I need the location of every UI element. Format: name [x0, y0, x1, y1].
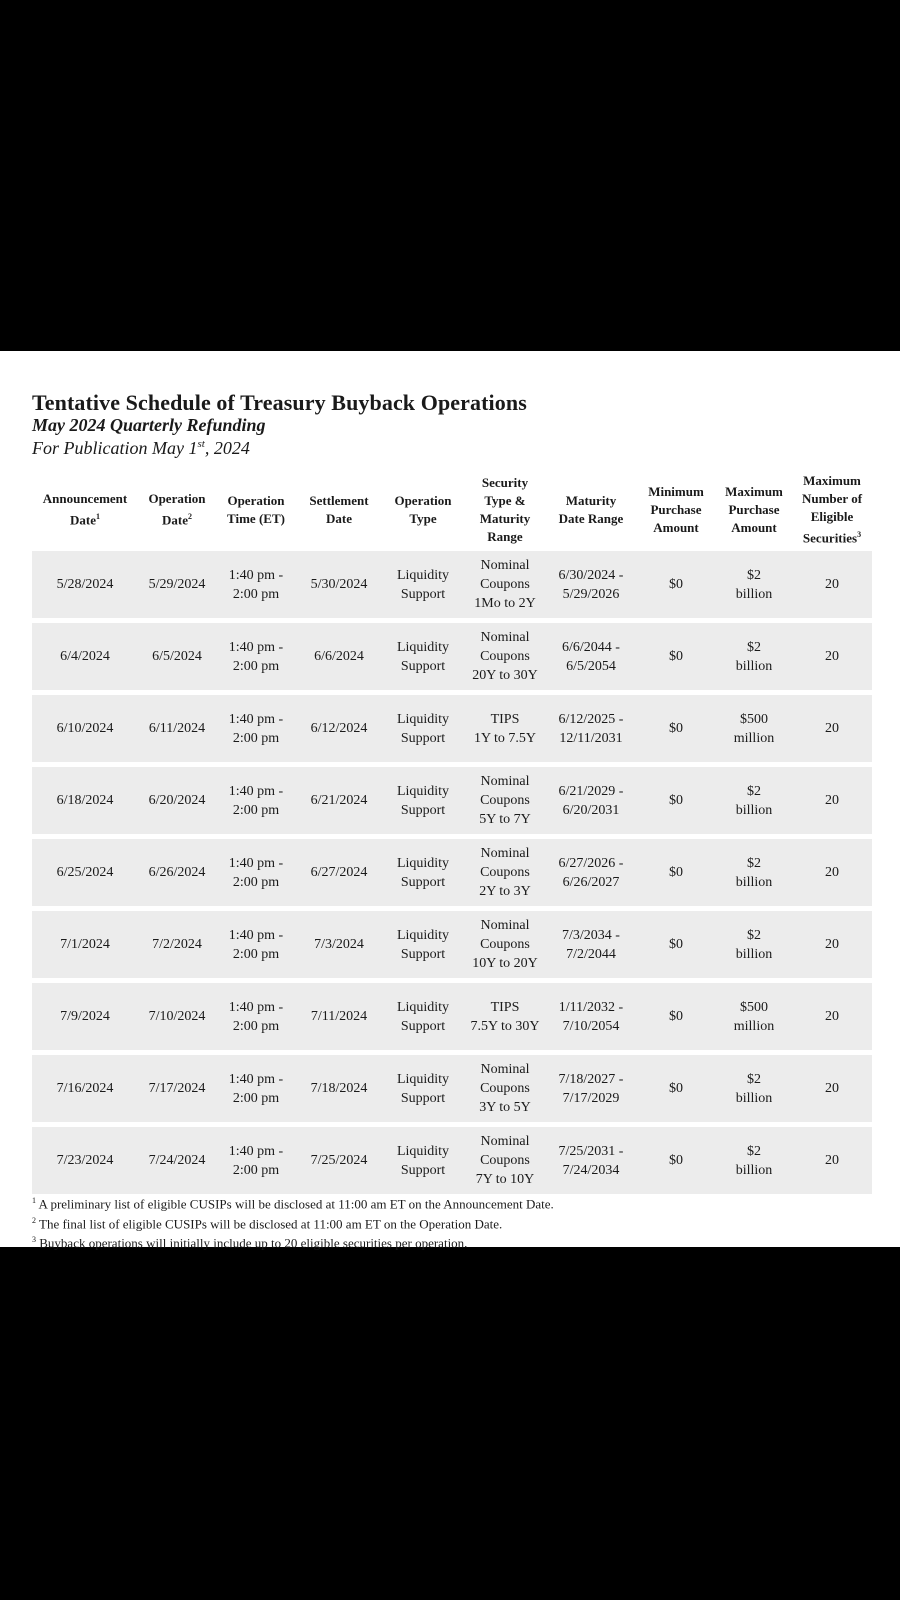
table-cell: [296, 551, 382, 618]
cell-line: $2: [747, 639, 761, 655]
table-row: [32, 911, 872, 978]
document-subtitle: May 2024 Quarterly Refunding: [32, 415, 266, 435]
cell-line: billion: [735, 658, 773, 674]
table-cell: [464, 623, 546, 690]
cell-line: 6/12/2025 -: [558, 711, 624, 727]
table-cell: [716, 1055, 792, 1122]
header-line: Maximum: [803, 473, 861, 489]
table-cell: [716, 623, 792, 690]
table-cell: [296, 695, 382, 762]
cell-line: 1:40 pm -: [228, 1143, 284, 1159]
table-cell: [546, 695, 636, 762]
table-row: [32, 695, 872, 762]
table-cell: [792, 623, 872, 690]
table-cell: [32, 911, 138, 978]
table-cell: [138, 1127, 216, 1194]
cell-line: 1/11/2032 -: [558, 999, 624, 1015]
cell-line: 6/27/2024: [310, 865, 368, 880]
table-cell: [546, 911, 636, 978]
header-line: Announcement: [42, 491, 128, 507]
table-cell: [636, 695, 716, 762]
cell-line: 5Y to 7Y: [479, 812, 531, 827]
table-cell: [546, 551, 636, 618]
footnote-marker: 3: [32, 1235, 36, 1244]
column-header: [216, 469, 296, 551]
table-cell: [216, 1055, 296, 1122]
cell-line: 1:40 pm -: [228, 783, 284, 799]
cell-line: 6/30/2024 -: [558, 567, 624, 583]
cell-line: 6/6/2044 -: [562, 639, 620, 655]
cell-line: Support: [400, 802, 446, 818]
cell-line: 7/24/2024: [148, 1153, 206, 1168]
table-cell: [636, 911, 716, 978]
table-cell: [716, 551, 792, 618]
document-page: [0, 351, 900, 1251]
table-cell: [382, 983, 464, 1050]
cell-line: 20: [825, 721, 839, 736]
cell-line: 20: [825, 937, 839, 952]
header-line: Minimum: [648, 484, 704, 499]
table-row: [32, 839, 872, 906]
cell-line: 7/1/2024: [60, 937, 110, 952]
column-header: [546, 469, 636, 551]
cell-line: 7/2/2024: [152, 937, 202, 952]
table-cell: [138, 911, 216, 978]
table-cell: [792, 1055, 872, 1122]
header-line: Type &: [484, 493, 526, 508]
cell-line: 2:00 pm: [232, 1090, 280, 1106]
table-cell: [32, 695, 138, 762]
header-line: Operation: [394, 493, 452, 508]
cell-line: 7/18/2024: [310, 1081, 368, 1096]
cell-line: TIPS: [490, 711, 520, 727]
table-cell: [32, 839, 138, 906]
cell-line: 7/17/2024: [148, 1081, 206, 1096]
footnote-marker: 2: [188, 512, 192, 522]
document-title: Tentative Schedule of Treasury Buyback Operations: [32, 390, 527, 415]
cell-line: 6/12/2024: [310, 721, 368, 736]
cell-line: 7/11/2024: [310, 1009, 368, 1024]
table-cell: [792, 767, 872, 834]
publication-sup: st: [197, 438, 205, 450]
cell-line: $0: [669, 577, 683, 592]
cell-line: 20: [825, 1009, 839, 1024]
header-line: Time (ET): [227, 511, 285, 526]
table-cell: [716, 767, 792, 834]
cell-line: 6/5/2024: [152, 649, 202, 664]
header-line: Purchase: [650, 502, 702, 517]
table-cell: [32, 551, 138, 618]
header-line: Range: [487, 529, 523, 544]
cell-line: 7/17/2029: [562, 1090, 620, 1106]
table-cell: [296, 983, 382, 1050]
table-cell: [138, 695, 216, 762]
cell-line: 20: [825, 865, 839, 880]
cell-line: 20: [825, 577, 839, 592]
table-cell: [546, 1127, 636, 1194]
table-cell: [464, 911, 546, 978]
table-cell: [464, 1127, 546, 1194]
footnote: [32, 1216, 502, 1232]
cell-line: $2: [747, 1071, 761, 1087]
cell-line: 7Y to 10Y: [475, 1172, 535, 1187]
footnote-text: Buyback operations will initially include up to 20 eligible securities per operation.: [36, 1235, 468, 1251]
header-row: [32, 469, 872, 551]
cell-line: 2:00 pm: [232, 1018, 280, 1034]
table-cell: [464, 767, 546, 834]
table-cell: [546, 767, 636, 834]
cell-line: $0: [669, 937, 683, 952]
table-cell: [216, 551, 296, 618]
cell-line: 6/5/2054: [566, 658, 616, 674]
cell-line: $2: [747, 783, 761, 799]
table-cell: [216, 695, 296, 762]
table-cell: [216, 839, 296, 906]
header-line: Number of: [801, 491, 863, 507]
cell-line: 12/11/2031: [559, 730, 623, 746]
header-line: Maturity: [565, 493, 617, 508]
cell-line: Support: [400, 658, 446, 674]
table-cell: [546, 1055, 636, 1122]
table-cell: [636, 983, 716, 1050]
cell-line: 7/25/2031 -: [558, 1143, 624, 1159]
cell-line: Coupons: [480, 937, 530, 952]
table-row: [32, 1055, 872, 1122]
cell-line: 5/28/2024: [56, 577, 114, 592]
cell-line: billion: [735, 946, 773, 962]
table-cell: [296, 767, 382, 834]
table-cell: [32, 1127, 138, 1194]
header-line: Maturity: [479, 511, 531, 526]
cell-line: 2:00 pm: [232, 1162, 280, 1178]
table-cell: [464, 983, 546, 1050]
cell-line: 6/11/2024: [148, 721, 206, 736]
table-cell: [382, 1055, 464, 1122]
table-cell: [296, 1055, 382, 1122]
table-cell: [382, 911, 464, 978]
table-cell: [216, 767, 296, 834]
cell-line: 1:40 pm -: [228, 639, 284, 655]
cell-line: $2: [747, 855, 761, 871]
table-row: [32, 551, 872, 618]
footnote-marker: 2: [32, 1216, 36, 1225]
header-line: Type: [409, 511, 437, 526]
footnote: [32, 1196, 554, 1212]
table-cell: [464, 695, 546, 762]
table-cell: [792, 551, 872, 618]
column-header: [636, 469, 716, 551]
cell-line: Support: [400, 1162, 446, 1178]
table-cell: [546, 623, 636, 690]
table-cell: [296, 911, 382, 978]
cell-line: million: [733, 730, 775, 746]
cell-line: Liquidity: [396, 999, 450, 1015]
cell-line: $0: [669, 649, 683, 664]
table-cell: [216, 1127, 296, 1194]
cell-line: Nominal: [480, 846, 530, 861]
cell-line: 6/4/2024: [60, 649, 110, 664]
column-header: [382, 469, 464, 551]
header-line: Date: [70, 512, 96, 528]
table-cell: [792, 983, 872, 1050]
table-cell: [382, 623, 464, 690]
table-cell: [216, 623, 296, 690]
cell-line: 2:00 pm: [232, 874, 280, 890]
cell-line: Support: [400, 1018, 446, 1034]
cell-line: TIPS: [490, 999, 520, 1015]
cell-line: 20: [825, 793, 839, 808]
cell-line: Nominal: [480, 558, 530, 573]
table-cell: [382, 1127, 464, 1194]
cell-line: 7/10/2024: [148, 1009, 206, 1024]
table-row: [32, 983, 872, 1050]
cell-line: billion: [735, 586, 773, 602]
table-cell: [716, 1127, 792, 1194]
cell-line: 20: [825, 1153, 839, 1168]
column-header: [32, 469, 138, 551]
cell-line: 7/3/2024: [314, 937, 364, 952]
cell-line: Support: [400, 730, 446, 746]
table-cell: [792, 839, 872, 906]
cell-line: $500: [740, 711, 768, 727]
cell-line: 7.5Y to 30Y: [470, 1018, 540, 1034]
cell-line: 2Y to 3Y: [479, 884, 531, 899]
table-cell: [138, 767, 216, 834]
cell-line: 20: [825, 1081, 839, 1096]
cell-line: 2:00 pm: [232, 658, 280, 674]
table-cell: [636, 1127, 716, 1194]
table-cell: [636, 551, 716, 618]
cell-line: Liquidity: [396, 567, 450, 583]
header-line: Amount: [653, 520, 699, 535]
header-line: Date: [326, 511, 352, 526]
table-cell: [216, 983, 296, 1050]
table-cell: [382, 767, 464, 834]
column-header: [716, 469, 792, 551]
cell-line: billion: [735, 802, 773, 818]
cell-line: 1:40 pm -: [228, 855, 284, 871]
table-row: [32, 1127, 872, 1194]
cell-line: 7/16/2024: [56, 1081, 114, 1096]
table-cell: [716, 983, 792, 1050]
cell-line: 1:40 pm -: [228, 711, 284, 727]
cell-line: 7/24/2034: [562, 1162, 620, 1178]
cell-line: 6/6/2024: [314, 649, 364, 664]
column-header: [464, 469, 546, 551]
cell-line: billion: [735, 874, 773, 890]
cell-line: Nominal: [480, 1134, 530, 1149]
cell-line: Nominal: [480, 1062, 530, 1077]
cell-line: Coupons: [480, 649, 530, 664]
table-cell: [636, 767, 716, 834]
cell-line: billion: [735, 1090, 773, 1106]
table-cell: [636, 623, 716, 690]
cell-line: 7/2/2044: [566, 946, 616, 962]
table-cell: [32, 623, 138, 690]
footnote-marker: 1: [96, 512, 100, 522]
header-line: Operation: [227, 493, 285, 508]
cell-line: Nominal: [480, 774, 530, 789]
footnote-text: The final list of eligible CUSIPs will be disclosed at 11:00 am ET on the Operation Date.: [36, 1216, 503, 1232]
publication-date: [32, 438, 250, 459]
table-cell: [216, 911, 296, 978]
cell-line: 1:40 pm -: [228, 927, 284, 943]
table-cell: [464, 1055, 546, 1122]
cell-line: 6/27/2026 -: [558, 855, 624, 871]
table-cell: [716, 695, 792, 762]
cell-line: Support: [400, 874, 446, 890]
header-line: Securities: [802, 530, 858, 546]
header-line: Purchase: [728, 502, 780, 517]
cell-line: Nominal: [480, 630, 530, 645]
cell-line: Liquidity: [396, 927, 450, 943]
cell-line: Support: [400, 586, 446, 602]
cell-line: 20: [825, 649, 839, 664]
cell-line: 7/9/2024: [60, 1009, 110, 1024]
table-cell: [296, 1127, 382, 1194]
cell-line: 3Y to 5Y: [479, 1100, 531, 1115]
cell-line: Support: [400, 946, 446, 962]
cell-line: Nominal: [480, 918, 530, 933]
cell-line: 1:40 pm -: [228, 1071, 284, 1087]
table-cell: [138, 983, 216, 1050]
cell-line: $0: [669, 1081, 683, 1096]
column-header: [792, 469, 872, 551]
cell-line: 20Y to 30Y: [472, 668, 538, 683]
cell-line: million: [733, 1018, 775, 1034]
cell-line: 2:00 pm: [232, 586, 280, 602]
column-header: [296, 469, 382, 551]
cell-line: Liquidity: [396, 711, 450, 727]
publication-suffix: , 2024: [204, 438, 250, 458]
cell-line: 7/18/2027 -: [558, 1071, 624, 1087]
header-line: Security: [481, 475, 529, 490]
cell-line: Coupons: [480, 865, 530, 880]
cell-line: 6/21/2029 -: [558, 783, 624, 799]
table-cell: [792, 695, 872, 762]
table-cell: [138, 1055, 216, 1122]
cell-line: 6/25/2024: [56, 865, 114, 880]
cell-line: Coupons: [480, 793, 530, 808]
cell-line: $2: [747, 567, 761, 583]
cell-line: 7/10/2054: [562, 1018, 620, 1034]
header-line: Date Range: [558, 511, 624, 526]
table-cell: [138, 623, 216, 690]
cell-line: 6/21/2024: [310, 793, 368, 808]
cell-line: 5/30/2024: [310, 577, 368, 592]
table-cell: [138, 551, 216, 618]
cell-line: 5/29/2024: [148, 577, 206, 592]
cell-line: Liquidity: [396, 855, 450, 871]
table-cell: [382, 551, 464, 618]
header-line: Eligible: [810, 509, 854, 525]
cell-line: Liquidity: [396, 783, 450, 799]
cell-line: 5/29/2026: [562, 586, 620, 602]
cell-line: $0: [669, 721, 683, 736]
cell-line: Liquidity: [396, 1071, 450, 1087]
table-cell: [636, 839, 716, 906]
cell-line: $0: [669, 1009, 683, 1024]
cell-line: 6/20/2024: [148, 793, 206, 808]
table-cell: [32, 983, 138, 1050]
cell-line: Coupons: [480, 577, 530, 592]
cell-line: Liquidity: [396, 639, 450, 655]
cell-line: 6/18/2024: [56, 793, 114, 808]
table-cell: [792, 911, 872, 978]
cell-line: 2:00 pm: [232, 802, 280, 818]
cell-line: 6/26/2024: [148, 865, 206, 880]
table-cell: [792, 1127, 872, 1194]
cell-line: Coupons: [480, 1081, 530, 1096]
header-line: Maximum: [725, 484, 783, 499]
header-line: Operation: [148, 491, 206, 507]
cell-line: 1Mo to 2Y: [474, 596, 536, 611]
table-cell: [296, 839, 382, 906]
cell-line: $0: [669, 793, 683, 808]
table-row: [32, 767, 872, 834]
cell-line: 7/25/2024: [310, 1153, 368, 1168]
cell-line: $500: [740, 999, 768, 1015]
cell-line: Coupons: [480, 1153, 530, 1168]
table-cell: [382, 695, 464, 762]
footnote-marker: 1: [32, 1196, 36, 1205]
table-cell: [546, 983, 636, 1050]
schedule-table: [32, 469, 872, 1194]
cell-line: Support: [400, 1090, 446, 1106]
table-cell: [464, 839, 546, 906]
cell-line: 6/10/2024: [56, 721, 114, 736]
footnote-marker: 3: [857, 530, 862, 540]
table-cell: [382, 839, 464, 906]
footnote-text: A preliminary list of eligible CUSIPs will be disclosed at 11:00 am ET on the Announcement Date.: [36, 1196, 554, 1212]
cell-line: 2:00 pm: [232, 946, 280, 962]
cell-line: $2: [747, 1143, 761, 1159]
cell-line: 1Y to 7.5Y: [473, 730, 537, 746]
column-header: [138, 469, 216, 551]
footnote: [32, 1235, 467, 1251]
table-cell: [32, 1055, 138, 1122]
cell-line: 6/20/2031: [562, 802, 620, 818]
cell-line: 6/26/2027: [562, 874, 620, 890]
header-line: Settlement: [309, 493, 369, 508]
cell-line: 7/23/2024: [56, 1153, 114, 1168]
cell-line: $0: [669, 865, 683, 880]
table-cell: [716, 911, 792, 978]
table-cell: [32, 767, 138, 834]
table-cell: [138, 839, 216, 906]
header-line: Amount: [731, 520, 777, 535]
cell-line: 7/3/2034 -: [562, 927, 620, 943]
table-cell: [546, 839, 636, 906]
table-cell: [636, 1055, 716, 1122]
cell-line: 1:40 pm -: [228, 567, 284, 583]
publication-prefix: For Publication May 1: [32, 438, 198, 458]
table-cell: [716, 839, 792, 906]
cell-line: billion: [735, 1162, 773, 1178]
table-cell: [296, 623, 382, 690]
cell-line: $0: [669, 1153, 683, 1168]
table-cell: [464, 551, 546, 618]
cell-line: Liquidity: [396, 1143, 450, 1159]
cell-line: 10Y to 20Y: [472, 956, 538, 971]
cell-line: 1:40 pm -: [228, 999, 284, 1015]
header-line: Date: [162, 512, 188, 528]
table-row: [32, 623, 872, 690]
cell-line: $2: [747, 927, 761, 943]
cell-line: 2:00 pm: [232, 730, 280, 746]
